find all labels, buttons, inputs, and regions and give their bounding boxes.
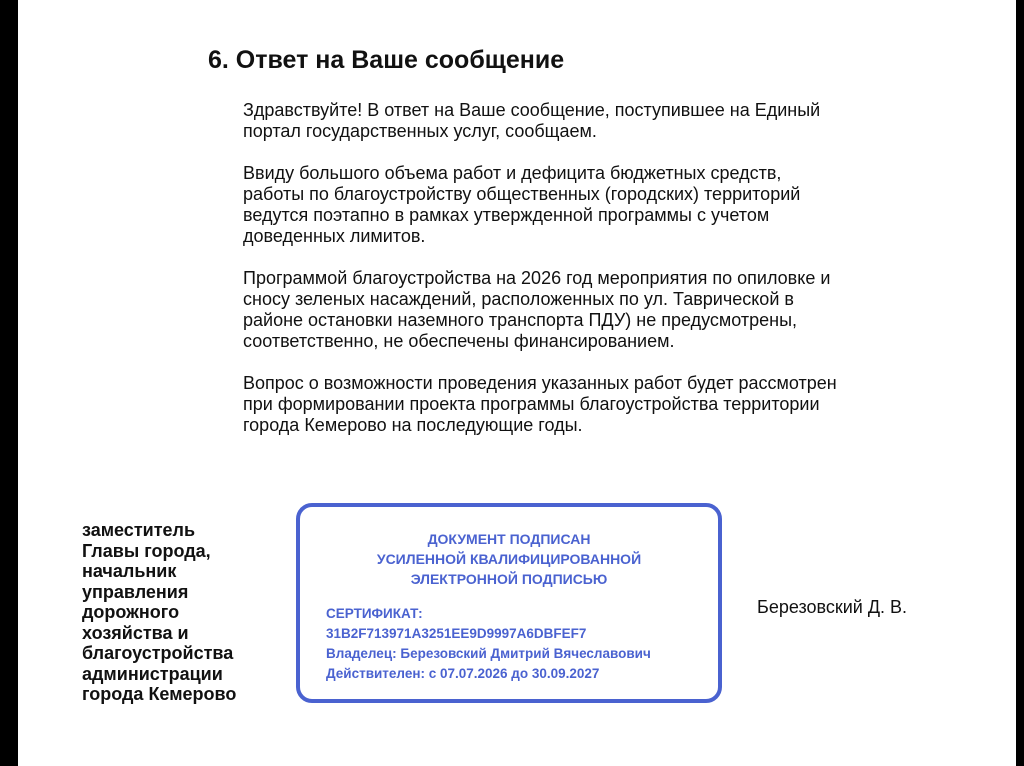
certificate-id: 31B2F713971A3251EE9D9997A6DBFEF7 — [326, 626, 587, 641]
paragraph-program: Программой благоустройства на 2026 год мероприятия по опиловке и сносу зеленых насаждений, расположенных по ул. Таврической в районе остановки наземного транспорта ПДУ) не предусмотрены, соответственно, не обеспечены финансированием. — [243, 268, 831, 351]
document-title: 6. Ответ на Ваше сообщение — [208, 46, 565, 74]
electronic-signature-stamp — [296, 503, 722, 703]
paragraph-future: Вопрос о возможности проведения указанных работ будет рассмотрен при формировании проекта программы благоустройства территории города Кемерово на последующие годы. — [243, 373, 837, 435]
stamp-details — [326, 604, 651, 684]
signer-name: Березовский Д. В. — [757, 597, 908, 617]
paragraph-budget: Ввиду большого объема работ и дефицита бюджетных средств, работы по благоустройству общественных (городских) территорий ведутся поэтапно в рамках утвержденной программы с учетом доведенных лимитов. — [243, 163, 801, 246]
paragraph-greeting: Здравствуйте! В ответ на Ваше сообщение, поступившее на Единый портал государственных услуг, сообщаем. — [243, 100, 821, 141]
document-page — [18, 0, 1016, 766]
stamp-header: ДОКУМЕНТ ПОДПИСАН УСИЛЕННОЙ КВАЛИФИЦИРОВАННОЙ ЭЛЕКТРОННОЙ ПОДПИСЬЮ — [376, 531, 642, 587]
letter-body — [243, 100, 943, 457]
certificate-label: СЕРТИФИКАТ: — [326, 606, 423, 621]
signer-position: заместитель Главы города, начальник управления дорожного хозяйства и благоустройства администрации города Кемерово — [82, 520, 237, 704]
certificate-validity: Действителен: с 07.07.2026 до 30.09.2027 — [326, 666, 600, 681]
certificate-owner: Владелец: Березовский Дмитрий Вячеславович — [326, 646, 651, 661]
